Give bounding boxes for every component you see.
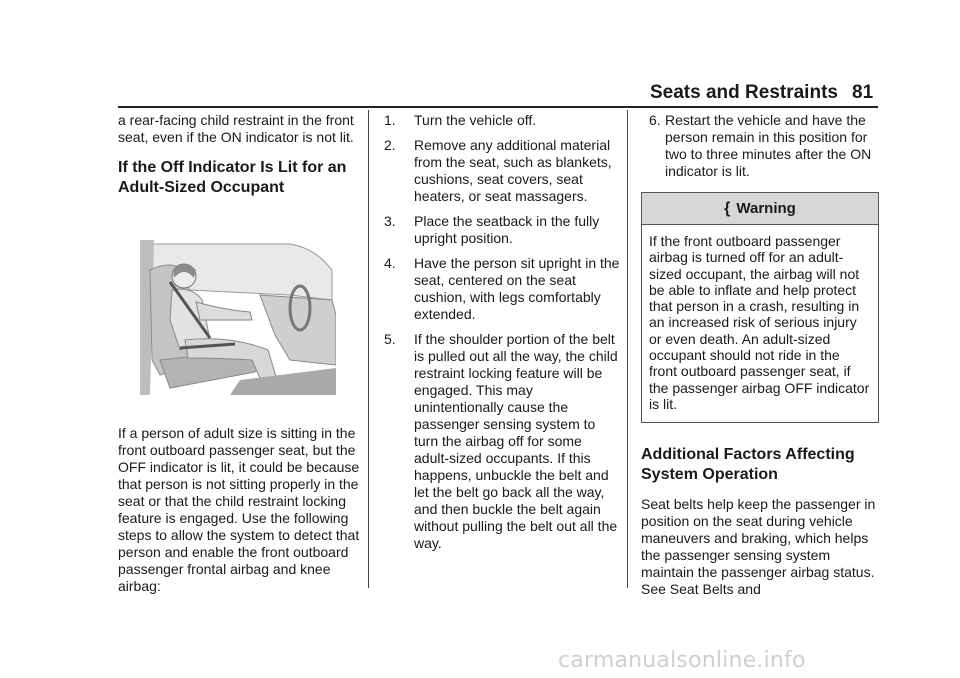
- step-text: If the shoulder portion of the belt is pulled out all the way, the child restraint locking feature will be engaged. This may unintentionally cause the passenger sensing system to turn the airbag off for some adult-sized occupants. If this happens, unbuckle the belt and let the belt go back all the way, and then buckle the belt again without pulling the belt out all the way.: [414, 331, 618, 551]
- warning-box: [641, 192, 879, 423]
- additional-factors-paragraph: Seat belts help keep the passenger in position on the seat during vehicle maneuvers and braking, which helps the passenger sensing system maintain the passenger airbag status. See Seat Belts and: [641, 496, 876, 598]
- warning-text: If the front outboard passenger airbag is turned off for an adult-sized occupant, the airbag will not be able to inflate and help protect that person in a crash, resulting in an increased risk of serious injury or even death. An adult-sized occupant should not ride in the front outboard passenger seat, if the passenger airbag OFF indicator is lit.: [649, 233, 870, 412]
- section-title: Seats and Restraints: [650, 82, 838, 103]
- step-item: [641, 112, 879, 180]
- intro-paragraph: a rear-facing child restraint in the front seat, even if the ON indicator is not lit.: [118, 112, 354, 145]
- step-item: [384, 213, 620, 247]
- steps-list-continued: [641, 112, 879, 180]
- additional-factors-heading: Additional Factors Affecting System Operation: [641, 446, 855, 484]
- warning-icon: {: [724, 200, 731, 217]
- warning-header: [642, 193, 878, 225]
- column-3: [641, 112, 879, 598]
- step-number: 5.: [384, 331, 396, 347]
- step-item: [384, 137, 620, 205]
- step-item: [384, 112, 620, 129]
- step-item: [384, 331, 620, 552]
- step-number: 3.: [384, 213, 396, 229]
- step-number: 2.: [384, 137, 396, 153]
- header-rule: [118, 106, 878, 108]
- step-number: 6.: [649, 112, 661, 128]
- step-item: [384, 255, 620, 323]
- steps-list: [384, 112, 620, 552]
- column-1: [118, 112, 362, 595]
- step-text: Restart the vehicle and have the person remain in this position for two to three minutes after the ON indicator is lit.: [665, 112, 872, 179]
- watermark: carmanualsonline.info: [558, 648, 806, 673]
- warning-title: Warning: [736, 200, 796, 217]
- step-number: 4.: [384, 255, 396, 271]
- column-2: [384, 112, 620, 560]
- step-number: 1.: [384, 112, 396, 128]
- step-text: Place the seatback in the fully upright position.: [414, 213, 600, 246]
- step-text: Have the person sit upright in the seat, centered on the seat cushion, with legs comfortably extended.: [414, 255, 620, 322]
- column-divider-2: [627, 110, 628, 588]
- off-indicator-heading: If the Off Indicator Is Lit for an Adult-Sized Occupant: [118, 159, 347, 196]
- step-text: Remove any additional material from the seat, such as blankets, cushions, seat covers, seat heaters, or seat massagers.: [414, 137, 612, 204]
- step-text: Turn the vehicle off.: [414, 112, 537, 128]
- column-divider-1: [368, 110, 369, 588]
- adult-occupant-paragraph: If a person of adult size is sitting in the front outboard passenger seat, but the OFF indicator is lit, it could be because that person is not sitting properly in the seat or that the child restraint locking feature is engaged. Use the following steps to allow the system to detect that person and enable the front outboard passenger frontal airbag and knee airbag:: [118, 425, 360, 594]
- page-number: 81: [852, 82, 874, 103]
- adult-occupant-illustration: [140, 240, 336, 395]
